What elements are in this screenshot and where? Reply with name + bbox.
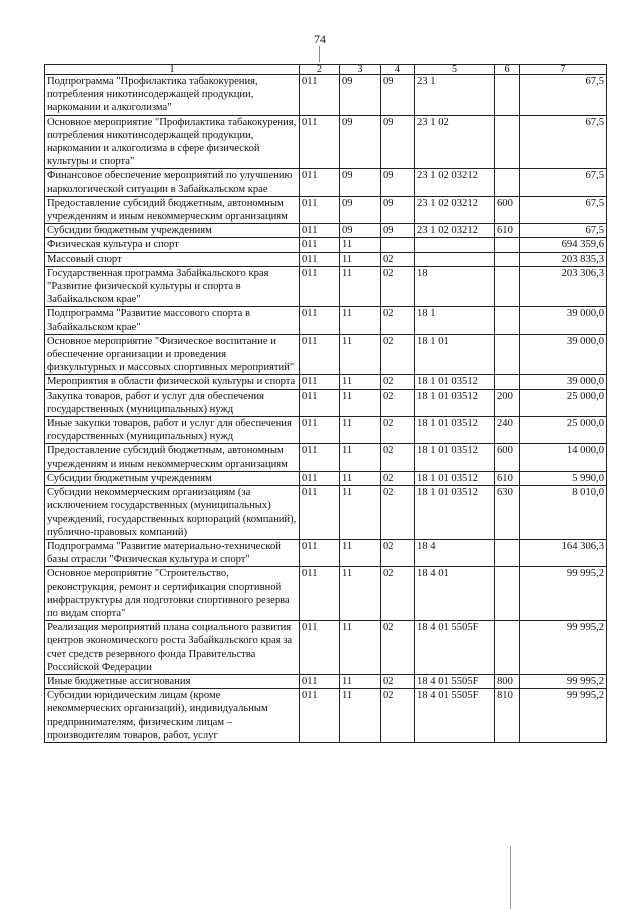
- table-row: [45, 567, 607, 621]
- table-row: [45, 196, 607, 223]
- row-target-article: 18 1 01 03512: [415, 486, 495, 540]
- row-name: Основное мероприятие "Профилактика табакокурения, потребления никотинсодержащей продукции, наркомании и алкоголизма в сфере физической культуры и спорта": [45, 115, 300, 169]
- column-header-5: 5: [415, 65, 495, 75]
- row-expense-type: [495, 307, 520, 334]
- row-target-article: 18 1: [415, 307, 495, 334]
- row-section: 11: [340, 674, 381, 688]
- row-amount: 67,5: [520, 169, 607, 196]
- row-name: Физическая культура и спорт: [45, 238, 300, 252]
- row-name: Иные закупки товаров, работ и услуг для обеспечения государственных (муниципальных) нужд: [45, 417, 300, 444]
- row-admin-code: 011: [300, 252, 340, 266]
- row-section: 11: [340, 252, 381, 266]
- row-expense-type: [495, 539, 520, 566]
- row-target-article: 23 1: [415, 75, 495, 116]
- table-row: [45, 444, 607, 471]
- row-name: Закупка товаров, работ и услуг для обеспечения государственных (муниципальных) нужд: [45, 389, 300, 416]
- row-expense-type: 610: [495, 471, 520, 485]
- row-expense-type: 600: [495, 196, 520, 223]
- row-expense-type: [495, 334, 520, 375]
- table-row: [45, 417, 607, 444]
- binding-tick: [319, 46, 320, 62]
- row-amount: 14 000,0: [520, 444, 607, 471]
- row-subsection: 02: [381, 539, 415, 566]
- row-name: Финансовое обеспечение мероприятий по улучшению наркологической ситуации в Забайкальском крае: [45, 169, 300, 196]
- table-row: [45, 334, 607, 375]
- row-section: 09: [340, 196, 381, 223]
- row-expense-type: [495, 375, 520, 389]
- row-subsection: 02: [381, 486, 415, 540]
- table-row: [45, 486, 607, 540]
- row-admin-code: 011: [300, 689, 340, 743]
- row-admin-code: 011: [300, 539, 340, 566]
- row-subsection: 02: [381, 567, 415, 621]
- row-name: Подпрограмма "Развитие материально-технической базы отрасли "Физическая культура и спорт": [45, 539, 300, 566]
- row-admin-code: 011: [300, 266, 340, 307]
- row-name: Субсидии бюджетным учреждениям: [45, 224, 300, 238]
- row-amount: 39 000,0: [520, 375, 607, 389]
- row-expense-type: [495, 567, 520, 621]
- row-name: Подпрограмма "Профилактика табакокурения, потребления никотинсодержащей продукции, наркомании и алкоголизма": [45, 75, 300, 116]
- row-expense-type: [495, 75, 520, 116]
- row-amount: 67,5: [520, 224, 607, 238]
- row-section: 11: [340, 444, 381, 471]
- row-expense-type: 600: [495, 444, 520, 471]
- row-name: Субсидии бюджетным учреждениям: [45, 471, 300, 485]
- row-expense-type: [495, 169, 520, 196]
- row-section: 09: [340, 169, 381, 196]
- table-row: [45, 266, 607, 307]
- row-amount: 67,5: [520, 196, 607, 223]
- row-amount: 99 995,2: [520, 689, 607, 743]
- row-amount: 694 359,6: [520, 238, 607, 252]
- row-expense-type: 200: [495, 389, 520, 416]
- row-subsection: 02: [381, 266, 415, 307]
- row-section: 11: [340, 266, 381, 307]
- row-admin-code: 011: [300, 334, 340, 375]
- row-admin-code: 011: [300, 238, 340, 252]
- row-amount: 99 995,2: [520, 674, 607, 688]
- row-target-article: 23 1 02 03212: [415, 224, 495, 238]
- row-admin-code: 011: [300, 224, 340, 238]
- row-amount: 39 000,0: [520, 334, 607, 375]
- row-target-article: 23 1 02: [415, 115, 495, 169]
- table-row: [45, 252, 607, 266]
- row-target-article: [415, 238, 495, 252]
- row-subsection: 09: [381, 75, 415, 116]
- row-subsection: 02: [381, 389, 415, 416]
- row-expense-type: 630: [495, 486, 520, 540]
- row-target-article: 18 1 01 03512: [415, 375, 495, 389]
- row-section: 09: [340, 115, 381, 169]
- row-target-article: 23 1 02 03212: [415, 196, 495, 223]
- row-expense-type: 240: [495, 417, 520, 444]
- row-expense-type: [495, 252, 520, 266]
- row-amount: 67,5: [520, 75, 607, 116]
- scan-line: [510, 846, 511, 909]
- table-row: [45, 674, 607, 688]
- table-row: [45, 389, 607, 416]
- row-name: Субсидии юридическим лицам (кроме некоммерческих организаций), индивидуальным предпринимателям, физическим лицам – производителям товаров, работ, услуг: [45, 689, 300, 743]
- row-subsection: 02: [381, 375, 415, 389]
- row-target-article: 18 1 01: [415, 334, 495, 375]
- table-row: [45, 238, 607, 252]
- column-header-2: 2: [300, 65, 340, 75]
- row-expense-type: 810: [495, 689, 520, 743]
- row-section: 11: [340, 238, 381, 252]
- column-header-4: 4: [381, 65, 415, 75]
- row-name: Массовый спорт: [45, 252, 300, 266]
- row-name: Предоставление субсидий бюджетным, автономным учреждениям и иным некоммерческим организациям: [45, 444, 300, 471]
- table-row: [45, 689, 607, 743]
- row-admin-code: 011: [300, 567, 340, 621]
- row-expense-type: [495, 266, 520, 307]
- row-target-article: 18 4 01 5505F: [415, 674, 495, 688]
- row-amount: 99 995,2: [520, 621, 607, 675]
- column-header-6: 6: [495, 65, 520, 75]
- row-subsection: 02: [381, 307, 415, 334]
- row-name: Основное мероприятие "Строительство, реконструкция, ремонт и сертификация спортивной инфраструктуры для подготовки спортивного резерва по видам спорта": [45, 567, 300, 621]
- row-subsection: 09: [381, 196, 415, 223]
- row-admin-code: 011: [300, 375, 340, 389]
- row-section: 11: [340, 375, 381, 389]
- row-target-article: 23 1 02 03212: [415, 169, 495, 196]
- column-header-7: 7: [520, 65, 607, 75]
- row-subsection: [381, 238, 415, 252]
- row-name: Иные бюджетные ассигнования: [45, 674, 300, 688]
- header-row: [45, 65, 607, 75]
- table-row: [45, 115, 607, 169]
- row-target-article: 18 4 01 5505F: [415, 689, 495, 743]
- row-target-article: 18: [415, 266, 495, 307]
- table-row: [45, 471, 607, 485]
- row-subsection: 02: [381, 252, 415, 266]
- table-row: [45, 224, 607, 238]
- row-name: Государственная программа Забайкальского края "Развитие физической культуры и спорта в Забайкальском крае": [45, 266, 300, 307]
- row-subsection: 02: [381, 471, 415, 485]
- row-admin-code: 011: [300, 486, 340, 540]
- row-amount: 99 995,2: [520, 567, 607, 621]
- row-admin-code: 011: [300, 307, 340, 334]
- row-admin-code: 011: [300, 444, 340, 471]
- row-amount: 203 306,3: [520, 266, 607, 307]
- row-admin-code: 011: [300, 621, 340, 675]
- row-subsection: 02: [381, 689, 415, 743]
- row-subsection: 09: [381, 169, 415, 196]
- row-expense-type: 610: [495, 224, 520, 238]
- row-target-article: 18 1 01 03512: [415, 444, 495, 471]
- table-row: [45, 169, 607, 196]
- row-section: 11: [340, 621, 381, 675]
- row-name: Предоставление субсидий бюджетным, автономным учреждениям и иным некоммерческим организациям: [45, 196, 300, 223]
- table-row: [45, 75, 607, 116]
- row-expense-type: [495, 621, 520, 675]
- row-section: 11: [340, 539, 381, 566]
- column-header-3: 3: [340, 65, 381, 75]
- row-admin-code: 011: [300, 674, 340, 688]
- row-name: Подпрограмма "Развитие массового спорта в Забайкальском крае": [45, 307, 300, 334]
- row-expense-type: [495, 238, 520, 252]
- row-amount: 67,5: [520, 115, 607, 169]
- row-subsection: 02: [381, 444, 415, 471]
- row-target-article: 18 4 01 5505F: [415, 621, 495, 675]
- row-name: Основное мероприятие "Физическое воспитание и обеспечение организации и проведения физкультурных и массовых спортивных мероприятий": [45, 334, 300, 375]
- row-section: 11: [340, 417, 381, 444]
- row-target-article: 18 1 01 03512: [415, 389, 495, 416]
- row-amount: 39 000,0: [520, 307, 607, 334]
- row-section: 11: [340, 471, 381, 485]
- row-section: 11: [340, 334, 381, 375]
- budget-table: [44, 64, 607, 743]
- row-subsection: 02: [381, 334, 415, 375]
- row-subsection: 09: [381, 224, 415, 238]
- row-target-article: 18 1 01 03512: [415, 417, 495, 444]
- row-admin-code: 011: [300, 471, 340, 485]
- row-amount: 25 000,0: [520, 389, 607, 416]
- row-subsection: 02: [381, 417, 415, 444]
- row-section: 11: [340, 307, 381, 334]
- table-row: [45, 539, 607, 566]
- row-amount: 8 010,0: [520, 486, 607, 540]
- row-section: 09: [340, 75, 381, 116]
- row-admin-code: 011: [300, 196, 340, 223]
- table-row: [45, 621, 607, 675]
- row-admin-code: 011: [300, 75, 340, 116]
- row-section: 11: [340, 567, 381, 621]
- column-header-1: 1: [45, 65, 300, 75]
- row-amount: 5 990,0: [520, 471, 607, 485]
- row-expense-type: 800: [495, 674, 520, 688]
- row-section: 11: [340, 689, 381, 743]
- table-row: [45, 307, 607, 334]
- table-row: [45, 375, 607, 389]
- row-section: 11: [340, 486, 381, 540]
- row-amount: 25 000,0: [520, 417, 607, 444]
- row-target-article: 18 4: [415, 539, 495, 566]
- row-name: Мероприятия в области физической культуры и спорта: [45, 375, 300, 389]
- row-subsection: 09: [381, 115, 415, 169]
- row-name: Реализация мероприятий плана социального развития центров экономического роста Забайкальского края за счет средств резервного фонда Правительства Российской Федерации: [45, 621, 300, 675]
- row-section: 11: [340, 389, 381, 416]
- row-subsection: 02: [381, 621, 415, 675]
- page-number: 74: [314, 32, 326, 46]
- row-expense-type: [495, 115, 520, 169]
- row-admin-code: 011: [300, 169, 340, 196]
- row-admin-code: 011: [300, 115, 340, 169]
- row-section: 09: [340, 224, 381, 238]
- row-amount: 164 306,3: [520, 539, 607, 566]
- row-subsection: 02: [381, 674, 415, 688]
- row-name: Субсидии некоммерческим организациям (за исключением государственных (муниципальных) учреждений, государственных корпораций (компаний), публично-правовых компаний): [45, 486, 300, 540]
- row-admin-code: 011: [300, 389, 340, 416]
- row-target-article: 18 1 01 03512: [415, 471, 495, 485]
- row-target-article: 18 4 01: [415, 567, 495, 621]
- row-amount: 203 835,3: [520, 252, 607, 266]
- row-target-article: [415, 252, 495, 266]
- row-admin-code: 011: [300, 417, 340, 444]
